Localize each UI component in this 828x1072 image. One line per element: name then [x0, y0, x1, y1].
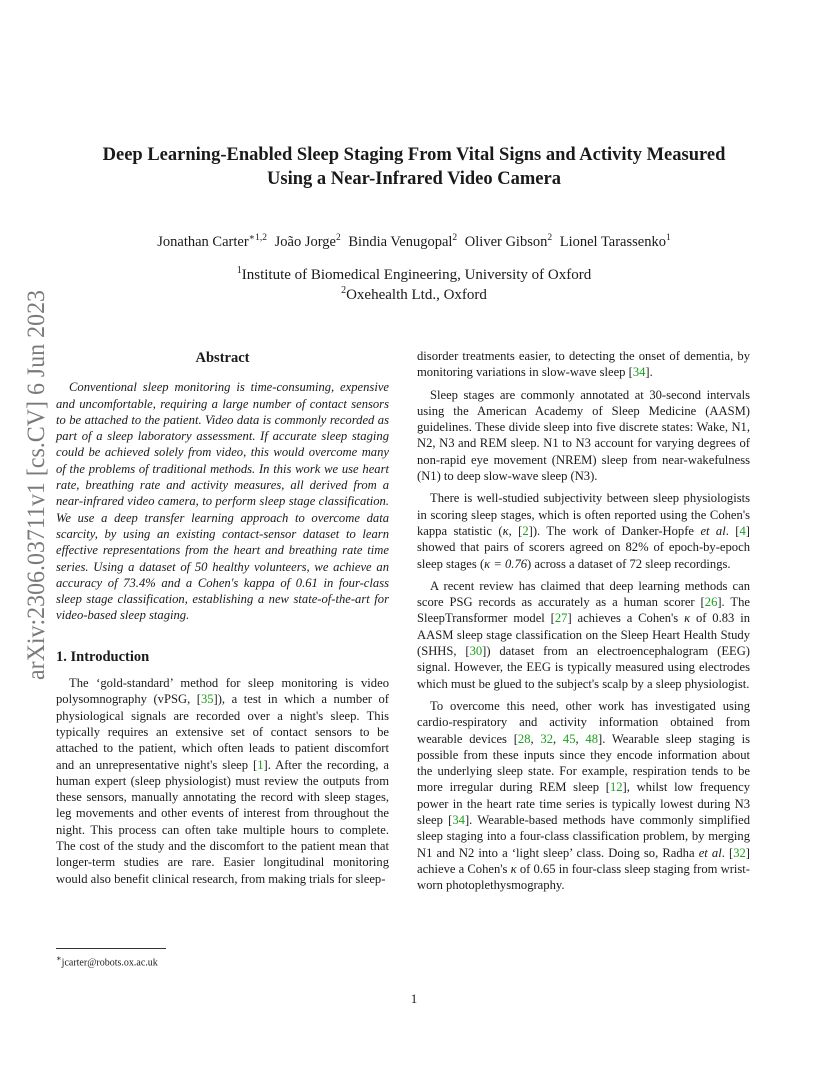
affiliation: $^1$Institute of Biomedical Engineering, University of Oxford [236, 265, 592, 283]
citation-link[interactable]: 1 [257, 757, 264, 772]
right-column [417, 348, 750, 900]
left-column [56, 348, 389, 893]
citation-link[interactable]: 32 [540, 731, 553, 746]
affiliation: $^2$Oxehealth Ltd., Oxford [341, 285, 487, 303]
footnote-mark: ∗ [56, 954, 62, 963]
author: Oliver Gibson$^2$ [464, 233, 553, 250]
citation-link[interactable]: 35 [200, 692, 214, 707]
abstract-text: Conventional sleep monitoring is time-consuming, expensive and uncomfortable, requiring a large number of contact sensors to be attached to the patient. Video data is commonly recorded as part of a sleep laboratory assessment. If accurate sleep staging could be achieved solely from video, this would overcome many of the problems of traditional methods. In this work we use heart rate, breathing rate and activity measures, all derived from a near-infrared video camera, to perform sleep stage classification. We use a deep transfer learning approach to overcome data scarcity, by using an existing contact-sensor dataset to learn effective representations from the heart and breathing rate time series. Using a dataset of 50 healthy volunteers, we achieve an accuracy of 73.4% and a Cohen's kappa of 0.61 in four-class sleep stage classification, establishing a new state-of-the-art for video-based sleep staging. [56, 380, 389, 623]
citation-link[interactable]: 2 [522, 523, 529, 538]
body-paragraph: Sleep stages are commonly annotated at 30-second intervals using the American Academy of Sleep Medicine (AASM) guidelines. These divide sleep into five discrete states: Wake, N1, N2, N3 and REM sleep. N1 to N3 account for varying degrees of non-rapid eye movement (NREM) sleep from near-wakefulness (N1) to deep slow-wave sleep (N3). [417, 387, 750, 484]
introduction-heading: 1. Introduction [56, 648, 150, 665]
author: Lionel Tarassenko$^1$ [559, 233, 671, 250]
body-paragraph: The ‘gold-standard’ method for sleep monitoring is video polysomnography (vPSG, [35]), a test in which a number of physiological signals are recorded over a night's sleep. This typically requires an extensive set of contact sensors to be attached to the patient, which often leads to patient discomfort and an unrepresentative night's sleep [1]. After the recording, a human expert (sleep physiologist) must review the outputs from these sensors, manually annotating the record with sleep stages, leg movements and other events of interest from throughout the night. This process can often take multiple hours to complete. The cost of the study and the discomfort to the patient mean that longer-term studies are rare. Easier longitudinal monitoring would also benefit clinical research, from making trials for sleep- [56, 676, 389, 886]
paper-title [60, 143, 768, 191]
citation-link[interactable]: 45 [562, 731, 576, 746]
citation-link[interactable]: 28 [517, 731, 531, 746]
citation-link[interactable]: 48 [585, 731, 598, 746]
body-paragraph: To overcome this need, other work has investigated using cardio-respiratory and activity information obtained from wearable devices [28, 32, 45, 48]. Wearable sleep staging is possible from these inputs since they encode information about the underlying sleep state. For example, respiration tends to be more irregular during REM sleep [12], whilst low frequency power in the heart rate time series is typically lowest during N3 sleep [34]. Wearable-based methods have commonly simplified sleep staging into a four-class classification problem, by merging N1 and N2 into a ‘light sleep’ class. Doing so, Radha et al. [32] achieve a Cohen's κ of 0.65 in four-class sleep staging from wrist-worn photoplethysmography. [417, 698, 751, 893]
footnote-email: jcarter@robots.ox.ac.uk [61, 957, 158, 969]
citation-link[interactable]: 26 [704, 595, 718, 610]
footnote-divider [56, 948, 166, 949]
body-paragraph-continued: disorder treatments easier, to detecting the onset of dementia, by monitoring variations in slow-wave sleep [34]. [417, 349, 750, 380]
page-number: 1 [410, 991, 418, 1006]
citation-link[interactable]: 30 [469, 644, 483, 659]
abstract-heading: Abstract [195, 350, 250, 366]
citation-link[interactable]: 34 [632, 365, 646, 380]
title-line-1: Deep Learning-Enabled Sleep Staging From Vital Signs and Activity Measured [102, 145, 726, 165]
author: João Jorge$^2$ [274, 233, 341, 250]
title-line-2: Using a Near-Infrared Video Camera [267, 169, 561, 189]
arxiv-identifier-stamp [22, 290, 52, 680]
body-paragraph: A recent review has claimed that deep learning methods can score PSG records as accurately as a human scorer [26]. The SleepTransformer model [27] achieves a Cohen's κ of 0.83 in AASM sleep stage classification on the Sleep Heart Health Study (SHHS, [30]) dataset from an electroencephalogram (EEG) signal. However, the EEG is typically measured using electrodes which must be glued to the subject's scalp by a sleep physiologist. [417, 578, 750, 691]
arxiv-stamp-text: arXiv:2306.03711v1 [cs.CV] 6 Jun 2023 [23, 290, 50, 680]
author-list [60, 232, 768, 251]
citation-link[interactable]: 12 [609, 780, 623, 795]
author: Jonathan Carter$^{∗1,2}$ [157, 233, 268, 250]
footnote [56, 948, 389, 968]
body-paragraph: There is well-studied subjectivity between sleep physiologists in scoring sleep stages, which is often reported using the Cohen's kappa statistic (κ, [2]). The work of Danker-Hopfe et al. [4] showed that pairs of scorers agreed on 82% of epoch-by-epoch sleep stages (κ = 0.76) across a dataset of 72 sleep recordings. [417, 491, 750, 571]
citation-link[interactable]: 34 [452, 813, 465, 828]
author: Bindia Venugopal$^2$ [348, 233, 458, 250]
citation-link[interactable]: 27 [554, 611, 568, 626]
citation-link[interactable]: 32 [733, 845, 746, 860]
citation-link[interactable]: 4 [739, 523, 746, 538]
